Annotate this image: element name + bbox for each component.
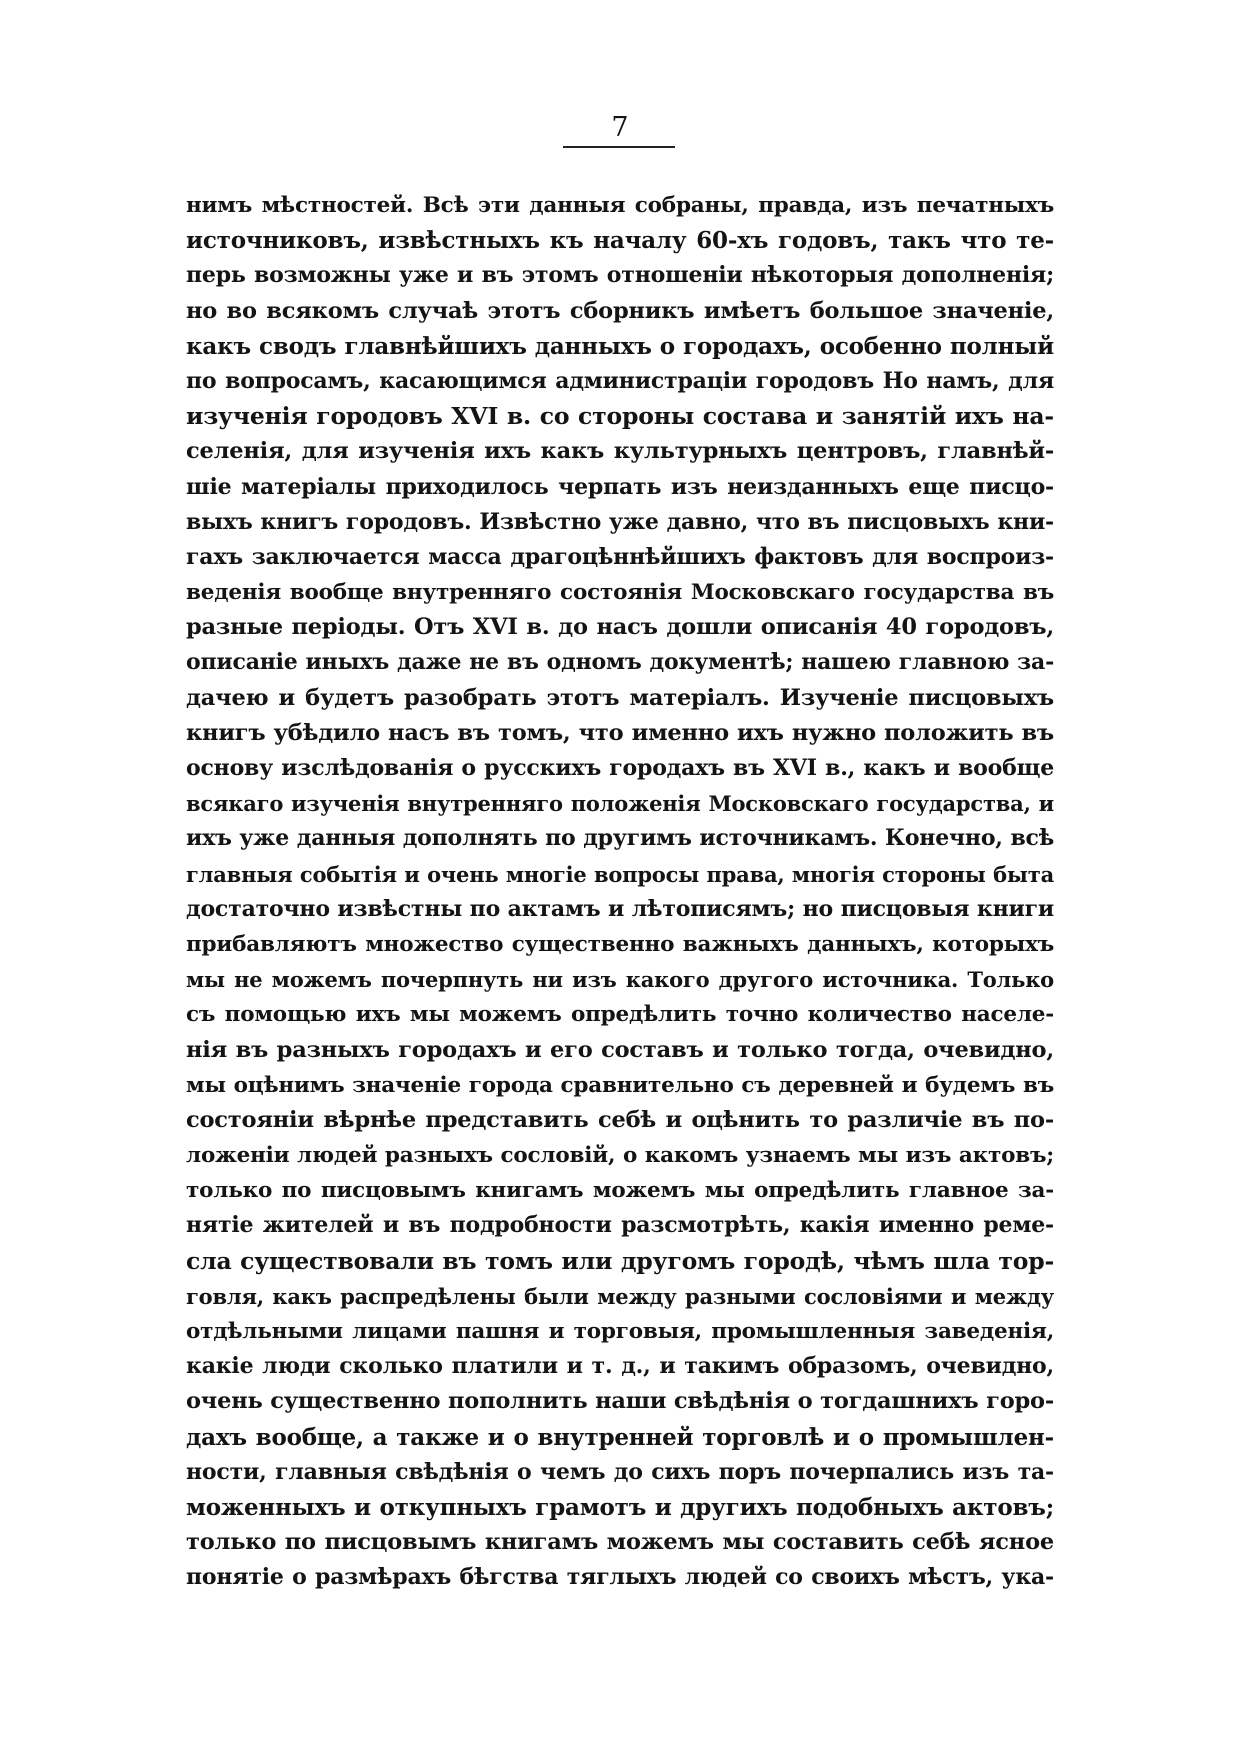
text-line: нимъ мѣстностей. Всѣ эти данныя собраны, правда, изъ печатныхъ: [186, 193, 1054, 218]
text-line: дачею и будетъ разобрать этотъ матеріалъ. Изученіе писцовыхъ: [186, 684, 1054, 711]
text-line: говля, какъ распредѣлены были между разными сословіями и между: [186, 1283, 1054, 1309]
text-line: но во всякомъ случаѣ этотъ сборникъ имѣетъ большое значеніе,: [186, 297, 1054, 324]
text-line: состояніи вѣрнѣе представить себѣ и оцѣнить то различіе въ по-: [186, 1106, 1054, 1133]
text-line: источниковъ, извѣстныхъ къ началу 60-хъ годовъ, такъ что те-: [186, 227, 1054, 255]
text-line: ности, главныя свѣдѣнія о чемъ до сихъ поръ почерпались изъ та-: [186, 1458, 1054, 1485]
text-line: по вопросамъ, касающимся администраціи городовъ Но намъ, для: [186, 367, 1054, 394]
text-line: селенія, для изученія ихъ какъ культурныхъ центровъ, главнѣй-: [186, 438, 1054, 465]
text-line: сла существовали въ томъ или другомъ городѣ, чѣмъ шла тор-: [186, 1246, 1054, 1275]
text-line: только по писцовымъ книгамъ можемъ мы опредѣлить главное за-: [186, 1178, 1054, 1204]
text-line: основу изслѣдованія о русскихъ городахъ въ XVI в., какъ и вообще: [186, 755, 1054, 781]
page-number: 7: [611, 112, 629, 143]
text-line: отдѣльными лицами пашня и торговыя, промышленныя заведенія,: [186, 1319, 1054, 1344]
text-line: только по писцовымъ книгамъ можемъ мы составить себѣ ясное: [186, 1529, 1054, 1556]
text-line: понятіе о размѣрахъ бѣгства тяглыхъ людей со своихъ мѣстъ, ука-: [186, 1564, 1054, 1591]
header-rule: [563, 146, 675, 148]
text-line: какъ сводъ главнѣйшихъ данныхъ о городахъ, особенно полный: [186, 332, 1054, 360]
text-line: очень существенно пополнить наши свѣдѣнія о тогдашнихъ горо-: [186, 1388, 1054, 1415]
text-line: ложеніи людей разныхъ сословій, о какомъ узнаемъ мы изъ актовъ;: [186, 1143, 1054, 1169]
text-line: съ помощью ихъ мы можемъ опредѣлить точно количество населе-: [186, 1002, 1054, 1028]
text-line: веденія вообще внутренняго состоянія Московскаго государства въ: [186, 580, 1054, 606]
text-line: главныя событія и очень многіе вопросы права, многія стороны быта: [186, 861, 1054, 887]
text-line: какіе люди сколько платили и т. д., и такимъ образомъ, очевидно,: [186, 1353, 1054, 1380]
text-line: нія въ разныхъ городахъ и его составъ и только тогда, очевидно,: [186, 1036, 1054, 1063]
text-line: выхъ книгъ городовъ. Извѣстно уже давно, что въ писцовыхъ кни-: [186, 508, 1054, 535]
text-line: перь возможны уже и въ этомъ отношеніи нѣкоторыя дополненія;: [186, 262, 1054, 289]
text-line: нятіе жителей и въ подробности разсмотрѣть, какія именно реме-: [186, 1212, 1054, 1239]
text-line: ихъ уже данныя дополнять по другимъ источникамъ. Конечно, всѣ: [186, 825, 1054, 852]
text-line: мы не можемъ почерпнуть ни изъ какого другого источника. Только: [186, 967, 1054, 993]
text-line: шіе матеріалы приходилось черпать изъ неизданныхъ еще писцо-: [186, 473, 1054, 500]
text-line: мы оцѣнимъ значеніе города сравнительно съ деревней и будемъ въ: [186, 1072, 1054, 1098]
body-text: [186, 188, 1054, 1596]
text-line: разные періоды. Отъ XVI в. до насъ дошли описанія 40 городовъ,: [186, 614, 1054, 641]
text-line: всякаго изученія внутренняго положенія Московскаго государства, и: [186, 791, 1054, 817]
text-line: гахъ заключается масса драгоцѣннѣйшихъ фактовъ для воспроиз-: [186, 543, 1054, 570]
text-line: дахъ вообще, а также и о внутренней торговлѣ и о промышлен-: [186, 1423, 1054, 1451]
text-line: моженныхъ и откупныхъ грамотъ и другихъ подобныхъ актовъ;: [186, 1493, 1054, 1521]
text-line: достаточно извѣстны по актамъ и лѣтописямъ; но писцовыя книги: [186, 895, 1054, 922]
text-line: изученія городовъ XVI в. со стороны состава и занятій ихъ на-: [186, 402, 1054, 431]
text-line: книгъ убѣдило насъ въ томъ, что именно ихъ нужно положить въ: [186, 719, 1054, 746]
text-line: прибавляютъ множество существенно важныхъ данныхъ, которыхъ: [186, 931, 1054, 957]
text-line: описаніе иныхъ даже не въ одномъ документѣ; нашею главною за-: [186, 649, 1054, 676]
